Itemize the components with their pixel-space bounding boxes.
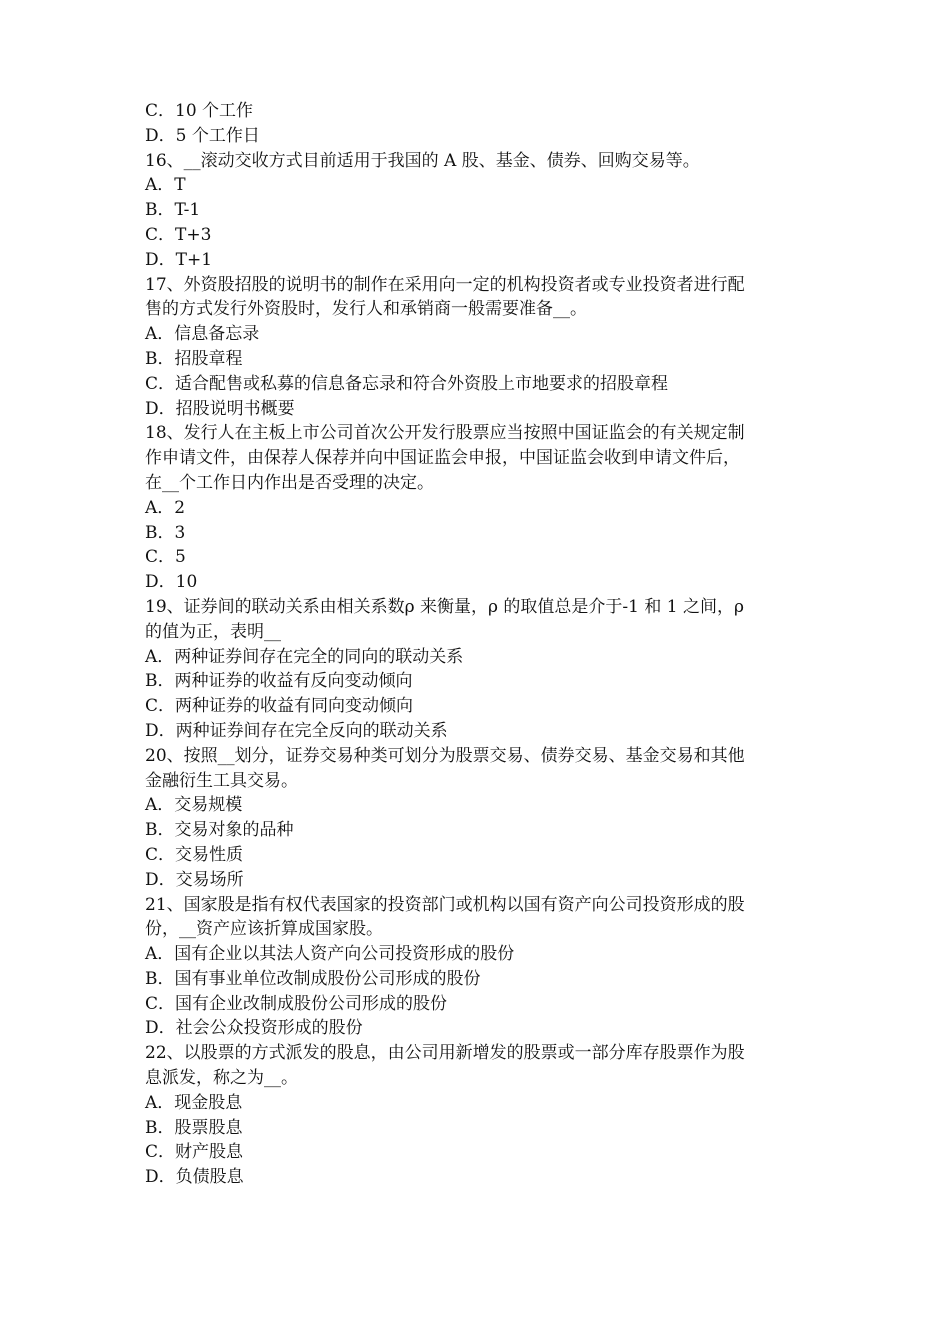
- question-stem: 20、按照__划分，证券交易种类可划分为股票交易、债券交易、基金交易和其他: [145, 745, 745, 766]
- option-c: C．5: [145, 547, 186, 568]
- question-stem: 金融衍生工具交易。: [145, 770, 298, 791]
- option-a: A．国有企业以其法人资产向公司投资形成的股份: [145, 944, 515, 965]
- document-body: [145, 99, 820, 1190]
- option-b: B．3: [145, 522, 186, 543]
- option-d: D．社会公众投资形成的股份: [145, 1018, 363, 1039]
- question-stem: 17、外资股招股的说明书的制作在采用向一定的机构投资者或专业投资者进行配: [145, 274, 745, 295]
- question-22: [145, 1041, 820, 1190]
- question-stem: 19、证券间的联动关系由相关系数ρ 来衡量，ρ 的取值总是介于-1 和 1 之间，ρ: [145, 596, 745, 617]
- question-19: [145, 595, 820, 744]
- question-stem: 的值为正，表明__: [145, 621, 281, 642]
- option-d: D．T+1: [145, 249, 213, 270]
- option-c: C．T+3: [145, 224, 212, 245]
- option-c: C．财产股息: [145, 1142, 244, 1163]
- question-stem: 22、以股票的方式派发的股息，由公司用新增发的股票或一部分库存股票作为股: [145, 1043, 745, 1064]
- question-16: [145, 149, 820, 273]
- previous-question-tail: [145, 99, 820, 149]
- question-21: [145, 893, 820, 1042]
- option-a: A．交易规模: [145, 795, 243, 816]
- option-d: D．负债股息: [145, 1167, 244, 1188]
- option-d: D．交易场所: [145, 869, 244, 890]
- option-a: A．T: [145, 175, 186, 196]
- question-stem: 份，__资产应该折算成国家股。: [145, 919, 383, 940]
- option-a: A．现金股息: [145, 1092, 243, 1113]
- option-a: A．信息备忘录: [145, 324, 260, 345]
- question-17: [145, 273, 820, 422]
- option-c: C．10 个工作: [145, 101, 254, 121]
- question-stem: 16、__滚动交收方式目前适用于我国的 A 股、基金、债券、回购交易等。: [145, 150, 700, 171]
- option-a: A．2: [145, 497, 186, 518]
- question-stem: 在__个工作日内作出是否受理的决定。: [145, 472, 434, 493]
- question-20: [145, 744, 820, 893]
- option-d: D．5 个工作日: [145, 125, 260, 146]
- option-c: C．两种证券的收益有同向变动倾向: [145, 696, 414, 717]
- question-stem: 息派发，称之为__。: [145, 1068, 298, 1089]
- option-b: B．股票股息: [145, 1117, 243, 1138]
- question-stem: 售的方式发行外资股时，发行人和承销商一般需要准备__。: [145, 299, 587, 320]
- option-b: B．招股章程: [145, 348, 243, 369]
- option-b: B．交易对象的品种: [145, 820, 294, 841]
- option-a: A．两种证券间存在完全的同向的联动关系: [145, 646, 464, 667]
- option-d: D．10: [145, 572, 198, 593]
- option-c: C．交易性质: [145, 844, 244, 865]
- question-stem: 作申请文件，由保荐人保荐并向中国证监会申报，中国证监会收到申请文件后，: [145, 448, 740, 469]
- question-stem: 21、国家股是指有权代表国家的投资部门或机构以国有资产向公司投资形成的股: [145, 894, 745, 915]
- option-c: C．适合配售或私募的信息备忘录和符合外资股上市地要求的招股章程: [145, 373, 669, 394]
- option-c: C．国有企业改制成股份公司形成的股份: [145, 993, 448, 1014]
- option-b: B．国有事业单位改制成股份公司形成的股份: [145, 968, 481, 989]
- option-d: D．招股说明书概要: [145, 398, 295, 419]
- option-b: B．两种证券的收益有反向变动倾向: [145, 671, 413, 692]
- option-b: B．T-1: [145, 200, 201, 221]
- question-18: [145, 421, 820, 595]
- option-d: D．两种证券间存在完全反向的联动关系: [145, 720, 448, 741]
- question-stem: 18、发行人在主板上市公司首次公开发行股票应当按照中国证监会的有关规定制: [145, 423, 745, 444]
